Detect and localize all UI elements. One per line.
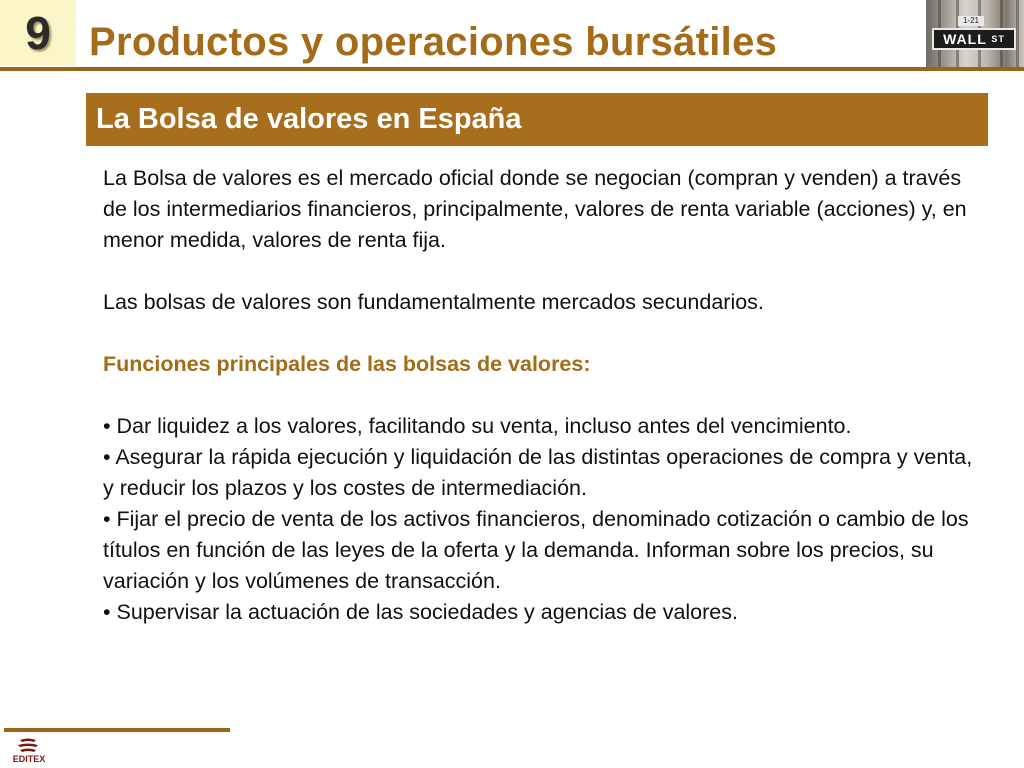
editex-logo (4, 737, 54, 767)
wall-street-photo (926, 0, 1024, 68)
functions-subheading: Funciones principales de las bolsas de valores: (103, 352, 591, 376)
logo-text: EDITEX (12, 754, 46, 764)
bullet-item: • Supervisar la actuación de las sociedades y agencias de valores. (103, 600, 738, 624)
street-sign (932, 28, 1016, 50)
chapter-badge (0, 0, 76, 66)
section-title: La Bolsa de valores en España (96, 103, 522, 135)
section-banner (86, 93, 988, 146)
street-sign-text: WALL (943, 31, 987, 47)
secondary-paragraph: Las bolsas de valores son fundamentalmente mercados secundarios. (103, 290, 764, 314)
street-number-sign: 1-21 (958, 16, 984, 26)
slide-body (103, 163, 973, 628)
page-title: Productos y operaciones bursátiles (89, 20, 778, 64)
chapter-number: 9 (25, 7, 51, 59)
street-sign-suffix: ST (991, 34, 1005, 44)
bullet-item: • Fijar el precio de venta de los activos financieros, denominado cotización o cambio de los títulos en función de las leyes de la oferta y la demanda. Informan sobre los precios, su variación y los volúmenes de transacción. (103, 507, 969, 593)
bullet-item: • Dar liquidez a los valores, facilitando su venta, incluso antes del vencimiento. (103, 414, 852, 438)
footer-divider (4, 728, 230, 732)
bullet-item: • Asegurar la rápida ejecución y liquidación de las distintas operaciones de compra y venta, y reducir los plazos y los costes de intermediación. (103, 445, 973, 500)
header-divider (0, 67, 1024, 71)
editex-logo-icon (4, 737, 54, 755)
intro-paragraph: La Bolsa de valores es el mercado oficial donde se negocian (compran y venden) a través de los intermediarios financieros, principalmente, valores de renta variable (acciones) y, en menor medida, valores de renta fija. (103, 166, 967, 252)
